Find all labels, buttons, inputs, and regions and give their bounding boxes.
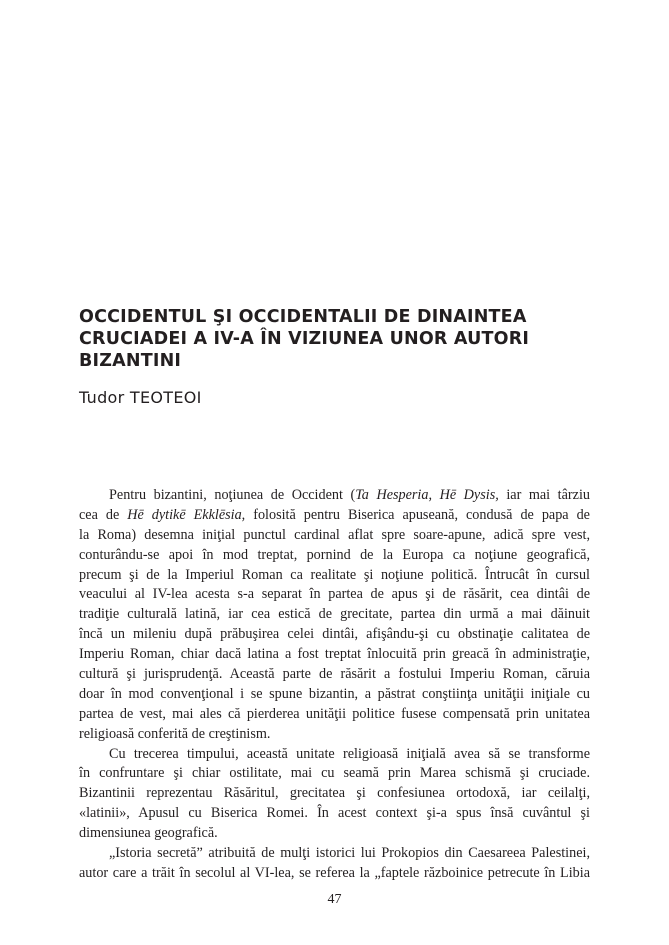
title-line: BIZANTINI: [79, 351, 182, 371]
article-title: [79, 306, 594, 372]
paragraph-line: în confruntare şi chiar ostilitate, mai cu seamă prin Marea schismă şi cruciade.: [79, 765, 590, 782]
paragraph-line: «latinii», Apusul cu Biserica Romei. În acest context şi-a spus însă cuvântul şi: [79, 805, 590, 822]
paragraph-line: partea de vest, mai ales că pierderea unităţii politice fusese compensată prin unitatea: [79, 705, 590, 722]
paragraph-line: cultură şi jurisprudenţă. Această parte de răsărit a fostului Imperiu Roman, căruia: [79, 666, 590, 683]
paragraph-line: la Roma) desemna iniţial punctul cardinal aflat spre soare-apune, adică spre vest,: [79, 526, 590, 543]
paragraph-line: autor care a trăit în secolul al VI-lea, se referea la „faptele războinice petrecute în Libia: [79, 864, 590, 881]
italic-term: Hē dytikē Ekklēsia,: [127, 506, 246, 523]
title-line: OCCIDENTUL ŞI OCCIDENTALII DE DINAINTEA: [79, 307, 527, 327]
paragraph-line: Pentru bizantini, noţiunea de Occident (Ta Hesperia, Hē Dysis, iar mai târziu: [109, 487, 590, 503]
paragraph-line: Bizantinii reprezentau Răsăritul, grecitatea şi confesiunea ortodoxă, iar ceilalţi,: [79, 785, 590, 802]
paragraph-line: încă un mileniu după prăbuşirea celei dintâi, afişându-şi cu obstinaţie calitatea de: [79, 626, 590, 643]
paragraph-line: dimensiunea geografică.: [79, 825, 218, 842]
article-author: Tudor TEOTEOI: [79, 388, 202, 407]
paragraph-line: conturându-se apoi în mod treptat, pornind de la Europa ca noţiune geografică,: [79, 546, 590, 563]
paragraph-line: veacului al IV-lea acesta s-a separat în partea de apus şi de răsărit, cea dintâi de: [79, 586, 590, 603]
title-line: CRUCIADEI A IV-A ÎN VIZIUNEA UNOR AUTORI: [79, 329, 530, 349]
paragraph-line: cea de Hē dytikē Ekklēsia, folosită pentru Biserica apuseană, condusă de papa de: [79, 506, 590, 523]
paragraph-line: „Istoria secretă” atribuită de mulţi istorici lui Prokopios din Caesareea Palestinei,: [109, 845, 590, 862]
paragraph-line: Cu trecerea timpului, această unitate religioasă iniţială avea să se transforme: [109, 745, 590, 762]
paragraph-line: doar în mod convenţional i se spune bizantin, a păstrat conştiinţa unităţii iniţiale cu: [79, 685, 590, 702]
italic-term: Ta Hesperia, Hē Dysis,: [355, 487, 499, 503]
paragraph-line: religioasă conferită de creştinism.: [79, 725, 271, 742]
paragraph-line: precum şi de la Imperiul Roman ca realitate şi noţiune politică. Întrucât în cursul: [79, 566, 590, 583]
paragraph-line: Imperiu Roman, chiar dacă latina a fost treptat înlocuită prin greacă în administraţie,: [79, 646, 590, 663]
article-body: [79, 486, 590, 884]
page-number: 47: [327, 892, 342, 907]
paragraph-line: tradiţie culturală latină, iar cea estică de grecitate, partea din urmă a mai dăinuit: [79, 606, 590, 623]
